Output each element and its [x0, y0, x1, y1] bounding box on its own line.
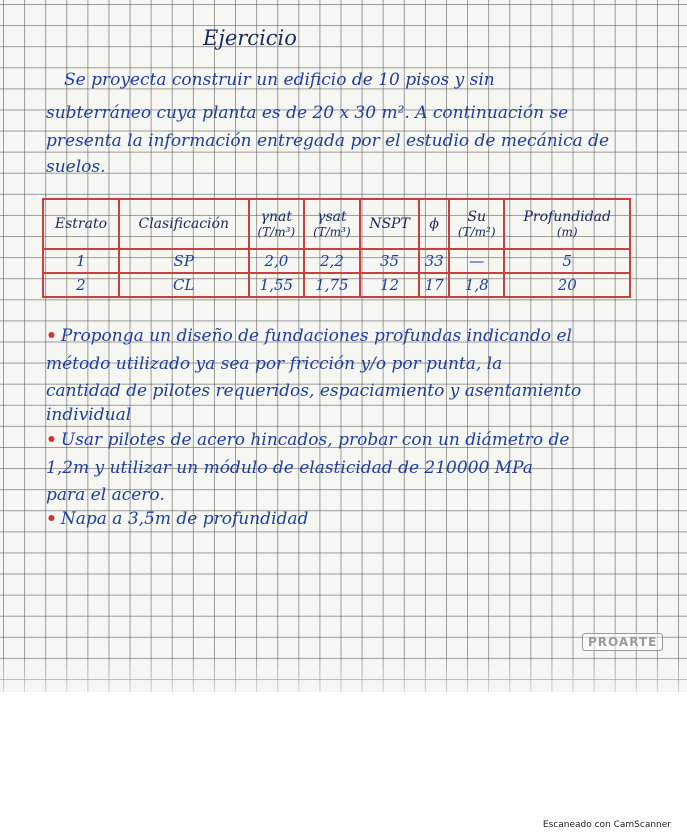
- cell-profundidad: 20: [504, 273, 630, 297]
- header-profundidad: Profundidad (m): [504, 199, 630, 249]
- intro-line-1: Se proyecta construir un edificio de 10 pisos y sin: [64, 70, 495, 90]
- bullet-1-line-4: individual: [46, 405, 132, 425]
- header-gamma-sat: γsat (T/m³): [304, 199, 360, 249]
- cell-estrato: 2: [43, 273, 119, 297]
- cell-gamma-nat: 1,55: [249, 273, 305, 297]
- table-header-row: [43, 199, 630, 249]
- cell-phi: 33: [419, 249, 449, 273]
- soil-strata-table: [42, 198, 631, 298]
- cell-nspt: 12: [360, 273, 420, 297]
- header-nspt: NSPT: [360, 199, 420, 249]
- cell-clasificacion: SP: [119, 249, 249, 273]
- scanner-footer: Escaneado con CamScanner: [542, 820, 671, 830]
- intro-line-2: subterráneo cuya planta es de 20 x 30 m². A continuación se: [46, 103, 569, 123]
- cell-clasificacion: CL: [119, 273, 249, 297]
- cell-estrato: 1: [43, 249, 119, 273]
- bullet-2-line-2: 1,2m y utilizar un módulo de elasticidad de 210000 MPa: [46, 458, 533, 478]
- bullet-3-line-1: • Napa a 3,5m de profundidad: [46, 509, 309, 529]
- bullet-1-line-3: cantidad de pilotes requeridos, espaciamiento y asentamiento: [46, 381, 582, 401]
- cell-su: —: [449, 249, 505, 273]
- intro-line-3: presenta la información entregada por el estudio de mecánica de: [46, 131, 610, 151]
- cell-gamma-sat: 2,2: [304, 249, 360, 273]
- header-phi: ϕ: [419, 199, 449, 249]
- proarte-logo: PROARTE: [582, 633, 663, 651]
- bullet-2-line-1: • Usar pilotes de acero hincados, probar con un diámetro de: [46, 430, 570, 450]
- bullet-dot-icon: •: [46, 326, 57, 346]
- bullet-dot-icon: •: [46, 430, 57, 450]
- intro-line-4: suelos.: [46, 157, 106, 177]
- cell-gamma-sat: 1,75: [304, 273, 360, 297]
- cell-phi: 17: [419, 273, 449, 297]
- table-row: [43, 273, 630, 297]
- cell-gamma-nat: 2,0: [249, 249, 305, 273]
- cell-nspt: 35: [360, 249, 420, 273]
- header-estrato: Estrato: [43, 199, 119, 249]
- bullet-2-line-3: para el acero.: [46, 485, 165, 505]
- bullet-1-line-2: método utilizado ya sea por fricción y/o por punta, la: [46, 354, 503, 374]
- bullet-1-line-1: • Proponga un diseño de fundaciones profundas indicando el: [46, 326, 572, 346]
- bullet-dot-icon: •: [46, 509, 57, 529]
- cell-profundidad: 5: [504, 249, 630, 273]
- exercise-title: Ejercicio: [203, 26, 297, 50]
- table-row: [43, 249, 630, 273]
- header-su: Su (T/m²): [449, 199, 505, 249]
- cell-su: 1,8: [449, 273, 505, 297]
- header-gamma-nat: γnat (T/m³): [249, 199, 305, 249]
- header-clasificacion: Clasificación: [119, 199, 249, 249]
